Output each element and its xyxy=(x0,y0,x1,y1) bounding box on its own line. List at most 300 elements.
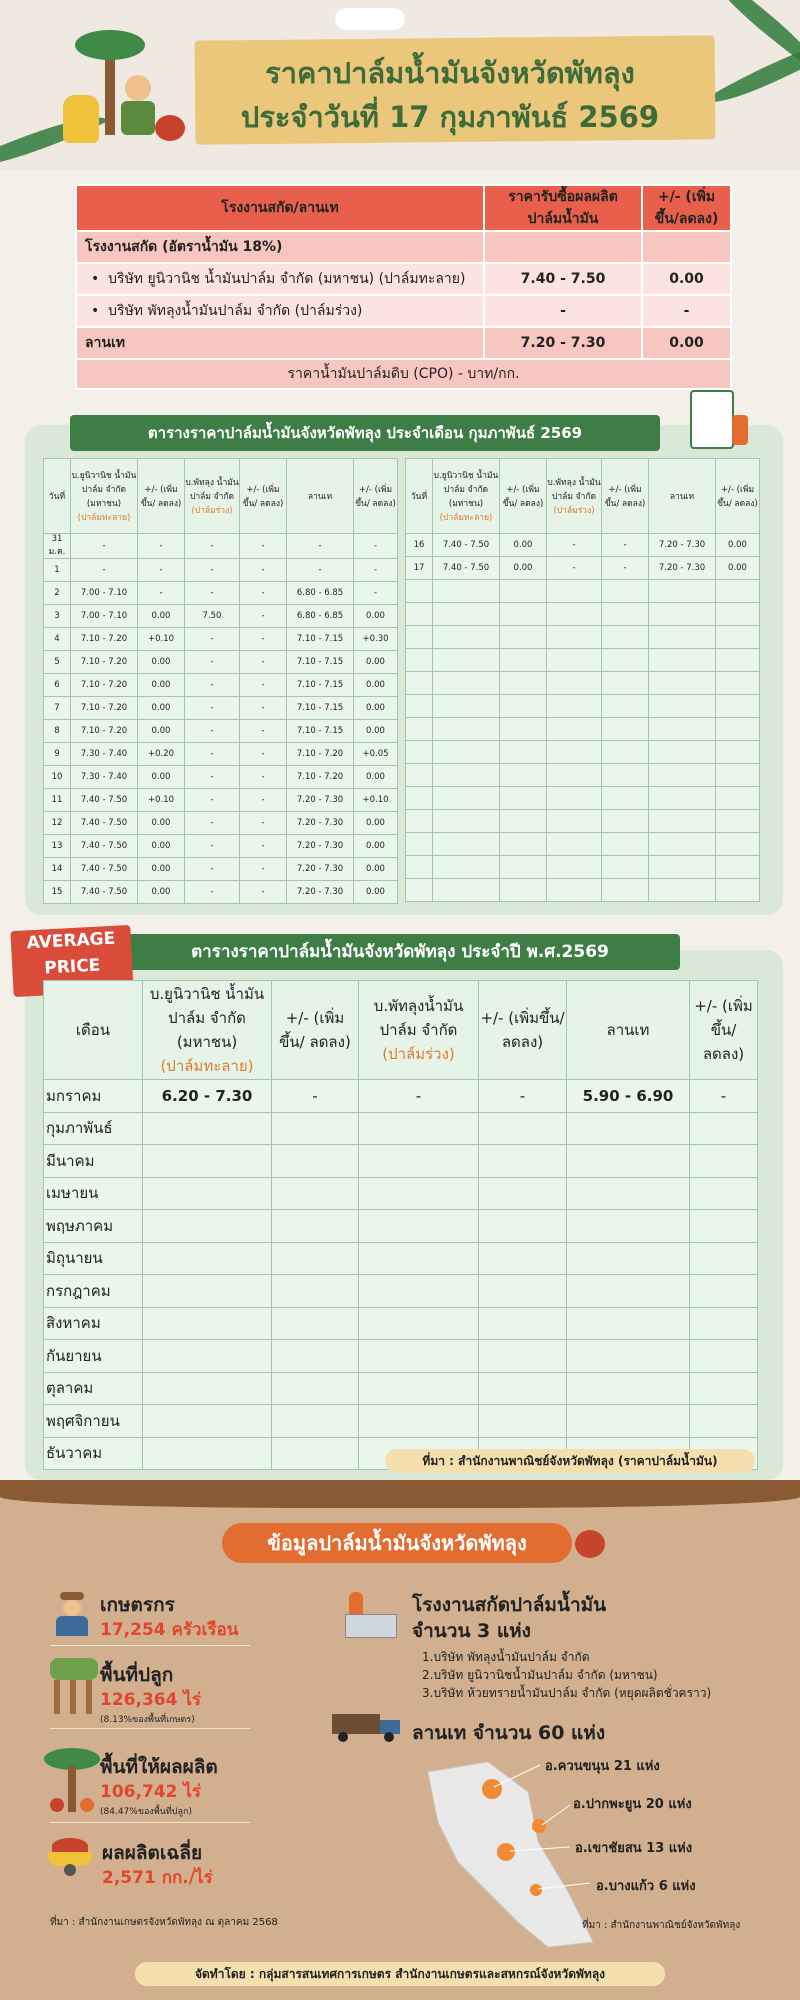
table-cell xyxy=(433,580,500,603)
soil-divider xyxy=(0,1480,800,1508)
table-row xyxy=(44,720,398,743)
table-cell xyxy=(500,764,547,787)
row-label: เมษายน xyxy=(44,1177,143,1210)
col-month: เดือน xyxy=(44,981,143,1080)
table-cell: 7.10 - 7.15 xyxy=(287,720,354,743)
row-label: 12 xyxy=(44,812,71,835)
table-cell: - xyxy=(185,697,240,720)
table-cell xyxy=(359,1307,479,1340)
row-label: 11 xyxy=(44,789,71,812)
table-cell: 7.20 - 7.30 xyxy=(287,858,354,881)
table-cell: - xyxy=(185,651,240,674)
col-univanich: บ.ยูนิวานิช น้ำมันปาล์ม จำกัด (มหาชน) (ปาล์มทะลาย) xyxy=(71,459,138,534)
table-row xyxy=(44,743,398,766)
table-cell xyxy=(690,1242,758,1275)
table-cell xyxy=(602,787,649,810)
table-cell: - xyxy=(359,1080,479,1113)
factory-name: • บริษัท พัทลุงน้ำมันปาล์ม จำกัด (ปาล์มร่วง) xyxy=(76,295,484,327)
price-cell: 7.40 - 7.50 xyxy=(484,263,642,295)
row-label: 15 xyxy=(44,881,71,904)
row-label xyxy=(406,626,433,649)
table-cell xyxy=(690,1307,758,1340)
table-cell: 0.00 xyxy=(354,766,398,789)
table-row-lanthe xyxy=(76,327,731,359)
divider xyxy=(50,1645,250,1646)
table-cell xyxy=(359,1112,479,1145)
row-label xyxy=(406,741,433,764)
table-cell xyxy=(567,1112,690,1145)
table-cell xyxy=(649,764,716,787)
table-cell xyxy=(690,1177,758,1210)
row-label: พฤศจิกายน xyxy=(44,1405,143,1438)
table-cell xyxy=(649,741,716,764)
table-cell xyxy=(649,833,716,856)
table-cell xyxy=(500,580,547,603)
table-cell xyxy=(649,787,716,810)
row-label: กรกฎาคม xyxy=(44,1275,143,1308)
table-cell xyxy=(567,1275,690,1308)
table-cell xyxy=(143,1112,272,1145)
table-cell: 0.00 xyxy=(354,881,398,904)
header-change: +/- (เพิ่มขึ้น/ลดลง) xyxy=(642,185,731,231)
table-cell xyxy=(272,1340,359,1373)
table-cell: - xyxy=(138,559,185,582)
table-cell: 0.00 xyxy=(354,720,398,743)
table-cell: 7.20 - 7.30 xyxy=(287,835,354,858)
table-cell: 0.00 xyxy=(500,557,547,580)
table-cell xyxy=(716,879,760,902)
table-cell xyxy=(433,856,500,879)
table-row xyxy=(44,1177,758,1210)
table-cell: - xyxy=(185,766,240,789)
table-cell: - xyxy=(185,720,240,743)
table-cell: 7.10 - 7.20 xyxy=(71,651,138,674)
table-cell xyxy=(359,1145,479,1178)
table-cell xyxy=(359,1405,479,1438)
row-label: 10 xyxy=(44,766,71,789)
table-cell: - xyxy=(479,1080,567,1113)
factory-item: 3.บริษัท ห้วยทรายน้ำมันปาล์ม จำกัด (หยุดผลิตชั่วคราว) xyxy=(422,1686,712,1700)
table-cell xyxy=(547,672,602,695)
page-title: ราคาปาล์มน้ำมันจังหวัดพัทลุง xyxy=(265,56,635,90)
table-row xyxy=(44,835,398,858)
col-change: +/- (เพิ่มขึ้น/ ลดลง) xyxy=(354,459,398,534)
table-row xyxy=(44,812,398,835)
planted-area-value: 126,364 ไร่ xyxy=(100,1690,202,1710)
table-cell xyxy=(500,695,547,718)
row-label: 9 xyxy=(44,743,71,766)
table-cell xyxy=(143,1437,272,1470)
row-label xyxy=(406,833,433,856)
table-cell xyxy=(433,649,500,672)
row-label: มีนาคม xyxy=(44,1145,143,1178)
table-cell: +0.30 xyxy=(354,628,398,651)
table-cell: - xyxy=(240,789,287,812)
table-row xyxy=(406,672,760,695)
table-cell: 0.00 xyxy=(354,674,398,697)
row-label: 6 xyxy=(44,674,71,697)
table-cell xyxy=(272,1145,359,1178)
table-cell xyxy=(602,810,649,833)
table-cell xyxy=(547,580,602,603)
row-label xyxy=(406,672,433,695)
table-cell xyxy=(433,741,500,764)
table-cell: 7.00 - 7.10 xyxy=(71,582,138,605)
district-label: อ.บางแก้ว 6 แห่ง xyxy=(596,1879,696,1894)
table-cell xyxy=(602,764,649,787)
table-cell xyxy=(690,1405,758,1438)
table-cell xyxy=(547,649,602,672)
table-cell: 7.40 - 7.50 xyxy=(71,789,138,812)
table-cell: 7.40 - 7.50 xyxy=(71,835,138,858)
table-row xyxy=(44,1340,758,1373)
table-cell xyxy=(567,1242,690,1275)
table-cell: - xyxy=(287,534,354,559)
row-label: 5 xyxy=(44,651,71,674)
avg-yield-value: 2,571 กก./ไร่ xyxy=(102,1868,213,1888)
divider xyxy=(50,1728,250,1729)
table-cell xyxy=(602,603,649,626)
table-cell xyxy=(567,1405,690,1438)
table-cell xyxy=(547,741,602,764)
table-cell: - xyxy=(240,534,287,559)
table-cell xyxy=(433,833,500,856)
table-cell xyxy=(649,580,716,603)
table-cell xyxy=(433,718,500,741)
row-label xyxy=(406,649,433,672)
row-label: ตุลาคม xyxy=(44,1372,143,1405)
table-cell xyxy=(716,580,760,603)
table-row xyxy=(44,1112,758,1145)
col-day: วันที่ xyxy=(44,459,71,534)
table-cell: 7.20 - 7.30 xyxy=(649,534,716,557)
table-cell xyxy=(479,1405,567,1438)
table-cell xyxy=(500,879,547,902)
table-cell xyxy=(716,810,760,833)
palm-fruit-icon xyxy=(575,1530,605,1558)
avg-yield-label: ผลผลิตเฉลี่ย xyxy=(102,1842,203,1864)
table-cell: +0.10 xyxy=(354,789,398,812)
table-cell: 0.00 xyxy=(354,835,398,858)
row-label xyxy=(406,695,433,718)
table-cell xyxy=(500,603,547,626)
table-cell xyxy=(143,1307,272,1340)
col-change: +/- (เพิ่มขึ้น/ ลดลง) xyxy=(138,459,185,534)
table-cell xyxy=(716,626,760,649)
info-title: ข้อมูลปาล์มน้ำมันจังหวัดพัทลุง xyxy=(222,1523,572,1563)
table-row xyxy=(44,766,398,789)
annual-table xyxy=(43,980,758,1470)
table-cell: 7.10 - 7.20 xyxy=(71,697,138,720)
table-row xyxy=(44,534,398,559)
table-cell xyxy=(272,1242,359,1275)
yield-area-value: 106,742 ไร่ xyxy=(100,1782,202,1802)
table-cell: 7.10 - 7.20 xyxy=(71,628,138,651)
daily-price-table xyxy=(75,184,732,390)
table-cell xyxy=(143,1177,272,1210)
table-cell xyxy=(716,787,760,810)
table-cell: - xyxy=(185,812,240,835)
table-cell: 7.10 - 7.20 xyxy=(287,766,354,789)
table-cell xyxy=(547,787,602,810)
cpo-row xyxy=(76,359,731,389)
table-cell xyxy=(433,695,500,718)
table-cell xyxy=(602,741,649,764)
district-label: อ.ควนขนุน 21 แห่ง xyxy=(545,1759,660,1774)
table-cell xyxy=(500,626,547,649)
row-label: กุมภาพันธ์ xyxy=(44,1112,143,1145)
table-cell xyxy=(433,764,500,787)
table-cell xyxy=(567,1372,690,1405)
table-cell: 0.00 xyxy=(354,858,398,881)
table-cell: - xyxy=(240,858,287,881)
table-cell: 7.10 - 7.20 xyxy=(287,743,354,766)
table-cell: 7.10 - 7.20 xyxy=(71,720,138,743)
table-cell xyxy=(567,1145,690,1178)
table-cell: - xyxy=(240,605,287,628)
table-cell xyxy=(272,1275,359,1308)
row-label xyxy=(406,764,433,787)
header-factory: โรงงานสกัด/ลานเท xyxy=(76,185,484,231)
table-row xyxy=(406,833,760,856)
col-change: +/- (เพิ่มขึ้น/ ลดลง) xyxy=(479,981,567,1080)
table-cell xyxy=(143,1275,272,1308)
table-cell: - xyxy=(354,534,398,559)
table-cell xyxy=(500,833,547,856)
table-cell: - xyxy=(185,582,240,605)
monthly-table-left xyxy=(43,458,398,904)
table-cell xyxy=(479,1275,567,1308)
table-cell xyxy=(479,1307,567,1340)
col-change: +/- (เพิ่มขึ้น/ ลดลง) xyxy=(690,981,758,1080)
table-cell xyxy=(547,879,602,902)
table-cell xyxy=(547,810,602,833)
table-cell: - xyxy=(185,559,240,582)
table-cell: - xyxy=(185,789,240,812)
col-lanthe: ลานเท xyxy=(649,459,716,534)
table-cell xyxy=(359,1177,479,1210)
table-cell xyxy=(500,672,547,695)
table-cell xyxy=(143,1242,272,1275)
divider xyxy=(50,1822,250,1823)
table-row xyxy=(44,789,398,812)
table-cell: - xyxy=(547,557,602,580)
table-cell xyxy=(272,1177,359,1210)
table-cell xyxy=(649,810,716,833)
table-cell: - xyxy=(602,534,649,557)
table-cell xyxy=(547,856,602,879)
table-cell: 0.00 xyxy=(138,651,185,674)
table-cell xyxy=(433,810,500,833)
table-row xyxy=(44,605,398,628)
yield-area-label: พื้นที่ให้ผลผลิต xyxy=(100,1756,218,1778)
change-cell: - xyxy=(642,295,731,327)
table-row xyxy=(44,559,398,582)
table-cell: 0.00 xyxy=(138,835,185,858)
row-label: ธันวาคม xyxy=(44,1437,143,1470)
table-row xyxy=(406,626,760,649)
table-cell: - xyxy=(240,628,287,651)
price-cell: - xyxy=(484,295,642,327)
table-cell: 7.40 - 7.50 xyxy=(71,858,138,881)
table-cell: - xyxy=(272,1080,359,1113)
table-cell xyxy=(433,787,500,810)
table-cell xyxy=(143,1340,272,1373)
truck-icon xyxy=(332,1708,402,1742)
table-cell: - xyxy=(240,812,287,835)
table-cell xyxy=(143,1372,272,1405)
table-cell: 0.00 xyxy=(354,697,398,720)
district-label: อ.ปากพะยูน 20 แห่ง xyxy=(573,1797,692,1812)
table-cell: 7.10 - 7.15 xyxy=(287,628,354,651)
palm-plantation-icon xyxy=(50,1658,98,1716)
change-cell: 0.00 xyxy=(642,263,731,295)
table-cell xyxy=(500,810,547,833)
footer-credit: จัดทำโดย : กลุ่มสารสนเทศการเกษตร สำนักงานเกษตรและสหกรณ์จังหวัดพัทลุง xyxy=(135,1962,665,1986)
lanthe-label: ลานเท xyxy=(76,327,484,359)
table-cell xyxy=(433,603,500,626)
table-cell xyxy=(716,695,760,718)
row-label: 4 xyxy=(44,628,71,651)
factory-count: จำนวน 3 แห่ง xyxy=(412,1620,531,1642)
table-cell: 7.00 - 7.10 xyxy=(71,605,138,628)
table-cell: - xyxy=(185,534,240,559)
district-label: อ.เขาชัยสน 13 แห่ง xyxy=(575,1841,693,1856)
row-label: สิงหาคม xyxy=(44,1307,143,1340)
table-cell xyxy=(479,1112,567,1145)
cloud-icon xyxy=(335,8,405,30)
table-cell xyxy=(143,1405,272,1438)
average-price-badge: AVERAGE PRICE xyxy=(10,925,133,997)
table-cell xyxy=(716,603,760,626)
farmer-icon xyxy=(52,1592,92,1636)
monthly-title: ตารางราคาปาล์มน้ำมันจังหวัดพัทลุง ประจำเดือน กุมภาพันธ์ 2569 xyxy=(70,415,660,451)
table-cell: 0.00 xyxy=(138,766,185,789)
planted-area-note: (8.13%ของพื้นที่เกษตร) xyxy=(100,1715,195,1725)
table-cell xyxy=(649,626,716,649)
table-cell xyxy=(143,1145,272,1178)
palm-oil-illustration xyxy=(55,25,195,155)
table-cell xyxy=(547,764,602,787)
col-phatthalung: บ.พัทลุง น้ำมันปาล์ม จำกัด (ปาล์มร่วง) xyxy=(185,459,240,534)
table-cell: 7.40 - 7.50 xyxy=(433,557,500,580)
col-change: +/- (เพิ่มขึ้น/ ลดลง) xyxy=(240,459,287,534)
table-row xyxy=(406,649,760,672)
row-label: 1 xyxy=(44,559,71,582)
cpo-note: ราคาน้ำมันปาล์มดิบ (CPO) - บาท/กก. xyxy=(76,359,731,389)
col-change: +/- (เพิ่มขึ้น/ ลดลง) xyxy=(602,459,649,534)
table-row xyxy=(406,810,760,833)
table-cell: 7.20 - 7.30 xyxy=(287,812,354,835)
table-cell: 7.40 - 7.50 xyxy=(433,534,500,557)
table-cell: 6.20 - 7.30 xyxy=(143,1080,272,1113)
row-label xyxy=(406,580,433,603)
table-cell: 7.20 - 7.30 xyxy=(287,881,354,904)
table-cell: - xyxy=(602,557,649,580)
table-row xyxy=(44,881,398,904)
table-cell xyxy=(690,1372,758,1405)
table-cell xyxy=(602,718,649,741)
table-cell: 7.40 - 7.50 xyxy=(71,812,138,835)
row-label: พฤษภาคม xyxy=(44,1210,143,1243)
section-label: โรงงานสกัด (อัตราน้ำมัน 18%) xyxy=(76,231,484,263)
table-cell: 7.20 - 7.30 xyxy=(649,557,716,580)
table-cell xyxy=(649,695,716,718)
table-cell xyxy=(272,1307,359,1340)
col-univanich: บ.ยูนิวานิช น้ำมันปาล์ม จำกัด (มหาชน) (ปาล์มทะลาย) xyxy=(433,459,500,534)
table-row xyxy=(44,628,398,651)
table-cell xyxy=(716,764,760,787)
table-cell xyxy=(359,1340,479,1373)
table-cell: - xyxy=(690,1080,758,1113)
table-row xyxy=(44,674,398,697)
table-cell xyxy=(272,1372,359,1405)
table-cell xyxy=(602,856,649,879)
row-label: 31 ม.ค. xyxy=(44,534,71,559)
table-cell: 7.40 - 7.50 xyxy=(71,881,138,904)
table-cell: 0.00 xyxy=(500,534,547,557)
col-phatthalung: บ.พัทลุง น้ำมันปาล์ม จำกัด (ปาล์มร่วง) xyxy=(547,459,602,534)
table-cell: +0.10 xyxy=(138,628,185,651)
table-cell: 7.10 - 7.15 xyxy=(287,697,354,720)
table-cell xyxy=(567,1307,690,1340)
section-row-factories xyxy=(76,231,731,263)
table-cell: - xyxy=(240,720,287,743)
row-label xyxy=(406,810,433,833)
table-cell xyxy=(272,1405,359,1438)
row-label: 16 xyxy=(406,534,433,557)
table-cell: - xyxy=(240,582,287,605)
table-cell xyxy=(716,856,760,879)
col-phatthalung: บ.พัทลุงน้ำมัน ปาล์ม จำกัด (ปาล์มร่วง) xyxy=(359,981,479,1080)
row-label: 13 xyxy=(44,835,71,858)
table-row xyxy=(44,1210,758,1243)
table-cell xyxy=(272,1437,359,1470)
table-cell: - xyxy=(71,559,138,582)
wheelbarrow-icon xyxy=(48,1838,98,1878)
table-cell: 7.10 - 7.15 xyxy=(287,674,354,697)
factory-item: 2.บริษัท ยูนิวานิชน้ำมันปาล์ม จำกัด (มหาชน) xyxy=(422,1668,658,1682)
table-cell xyxy=(547,695,602,718)
table-cell xyxy=(649,649,716,672)
row-label xyxy=(406,856,433,879)
table-cell: - xyxy=(240,697,287,720)
table-cell xyxy=(649,603,716,626)
table-cell: +0.05 xyxy=(354,743,398,766)
table-cell xyxy=(500,718,547,741)
table-cell: 0.00 xyxy=(138,605,185,628)
palm-tree-icon xyxy=(44,1748,100,1814)
table-cell xyxy=(479,1177,567,1210)
table-cell: 7.10 - 7.15 xyxy=(287,651,354,674)
factory-icon xyxy=(345,1588,395,1636)
table-cell xyxy=(649,672,716,695)
factory-item: 1.บริษัท พัทลุงน้ำมันปาล์ม จำกัด xyxy=(422,1650,590,1664)
table-cell: - xyxy=(240,651,287,674)
table-cell xyxy=(602,626,649,649)
table-cell: 0.00 xyxy=(354,605,398,628)
table-cell xyxy=(649,856,716,879)
page-subtitle-date: ประจำวันที่ 17 กุมภาพันธ์ 2569 xyxy=(240,100,660,134)
factory-name: • บริษัท ยูนิวานิช น้ำมันปาล์ม จำกัด (มหาชน) (ปาล์มทะลาย) xyxy=(76,263,484,295)
table-cell: 0.00 xyxy=(354,812,398,835)
table-cell: - xyxy=(354,559,398,582)
table-cell: - xyxy=(185,858,240,881)
table-row xyxy=(406,534,760,557)
table-cell: - xyxy=(138,582,185,605)
table-cell xyxy=(272,1112,359,1145)
table-cell: 7.30 - 7.40 xyxy=(71,743,138,766)
